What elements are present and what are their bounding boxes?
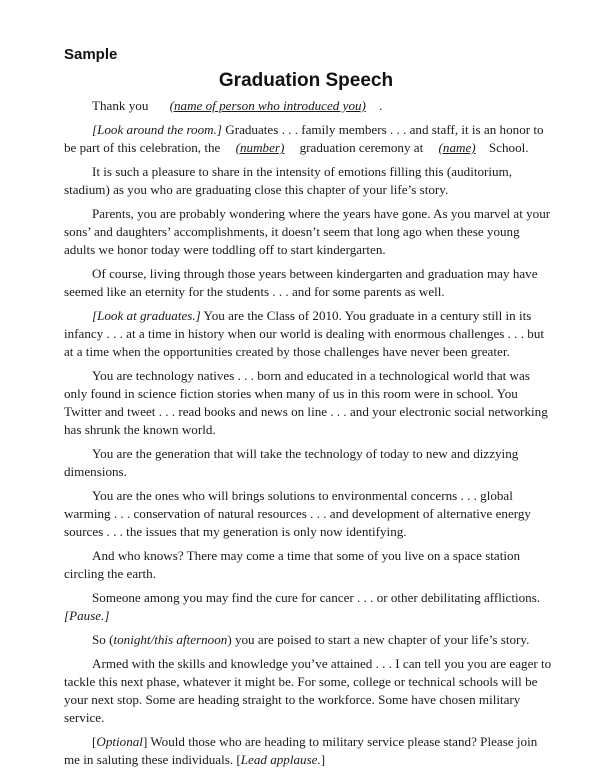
- paragraph: [64, 97, 552, 115]
- page-title: Graduation Speech: [218, 70, 394, 91]
- paragraph: Armed with the skills and knowledge you’ve attained . . . I can tell you you are eager to tackle this next phase, whatever it might be. For some, college or technical schools will be your next stop. Some are heading straight to the workforce. Some have chosen military service.: [64, 656, 552, 725]
- blank-underline-school: [427, 140, 486, 155]
- speech-body: [64, 97, 552, 775]
- paragraph: You are technology natives . . . born and educated in a technological world that was only found in science fiction stories when many of us in this room were in school. You Twitter and tweet . . . read books and news on line . . . and your electronic social networking has shrunk the known world.: [64, 368, 548, 437]
- text-segment: You are the Class of 2010. You graduate in a century still in its infancy . . . at a time in history when our world is dealing with enormous challenges . . . but at a time when the opportunities created by those challenges have never been greater.: [64, 308, 545, 359]
- stage-direction: [Look at graduates.]: [92, 308, 201, 323]
- placeholder-text: (name): [438, 140, 476, 155]
- paragraph: You are the generation that will take the technology of today to new and dizzying dimensions.: [64, 446, 519, 479]
- paragraph: [64, 631, 552, 649]
- placeholder-text: (name of person who introduced you): [169, 98, 366, 113]
- paragraph: You are the ones who will brings solutions to environmental concerns . . . global warming . . . conservation of natural resources . . . and development of alternative energy sources . . . the issues that my generation is only now identifying.: [64, 488, 531, 539]
- paragraph: [64, 307, 552, 361]
- text-segment: Someone among you may find the cure for cancer . . . or other debilitating afflictions.: [92, 590, 541, 605]
- paragraph: [64, 733, 552, 769]
- stage-direction: [Pause.]: [64, 608, 110, 623]
- text-segment: ) you are poised to start a new chapter of your life’s story.: [227, 632, 530, 647]
- blank-underline-name: [152, 98, 376, 113]
- sample-label: Sample: [64, 46, 118, 63]
- stage-direction: Lead applause.: [240, 752, 321, 767]
- text-segment: graduation ceremony at: [296, 140, 427, 155]
- paragraph: It is such a pleasure to share in the intensity of emotions filling this (auditorium, stadium) as you who are graduating close this chapter of your life’s story.: [64, 164, 513, 197]
- paragraph: And who knows? There may come a time that some of you live on a space station circling the earth.: [64, 548, 521, 581]
- blank-underline-number: [224, 140, 297, 155]
- paragraph: [64, 589, 552, 625]
- placeholder-text: (number): [235, 140, 285, 155]
- text-segment: School.: [485, 140, 529, 155]
- text-segment: ] Would those who are heading to military service please stand? Please join me in saluting these individuals. [: [64, 734, 538, 767]
- text-segment: ]: [320, 752, 326, 767]
- stage-direction: [Look around the room.]: [92, 122, 222, 137]
- text-segment: Graduates . . . family members . . . and staff, it is an honor to be part of this celebration, the: [64, 122, 544, 155]
- stage-direction: tonight/this afternoon: [113, 632, 228, 647]
- paragraph: Of course, living through those years between kindergarten and graduation may have seemed like an eternity for the students . . . and for some parents as well.: [64, 266, 538, 299]
- text-segment: .: [375, 98, 383, 113]
- paragraph: [64, 121, 552, 157]
- text-segment: Thank you: [92, 98, 152, 113]
- stage-direction: Optional: [96, 734, 143, 749]
- text-segment: So (: [92, 632, 114, 647]
- paragraph: Parents, you are probably wondering where the years have gone. As you marvel at your sons’ and daughters’ accomplishments, it doesn’t seem that long ago when these young adults we honor today were toddling off to start kindergarten.: [64, 206, 551, 257]
- text-segment: [: [92, 734, 97, 749]
